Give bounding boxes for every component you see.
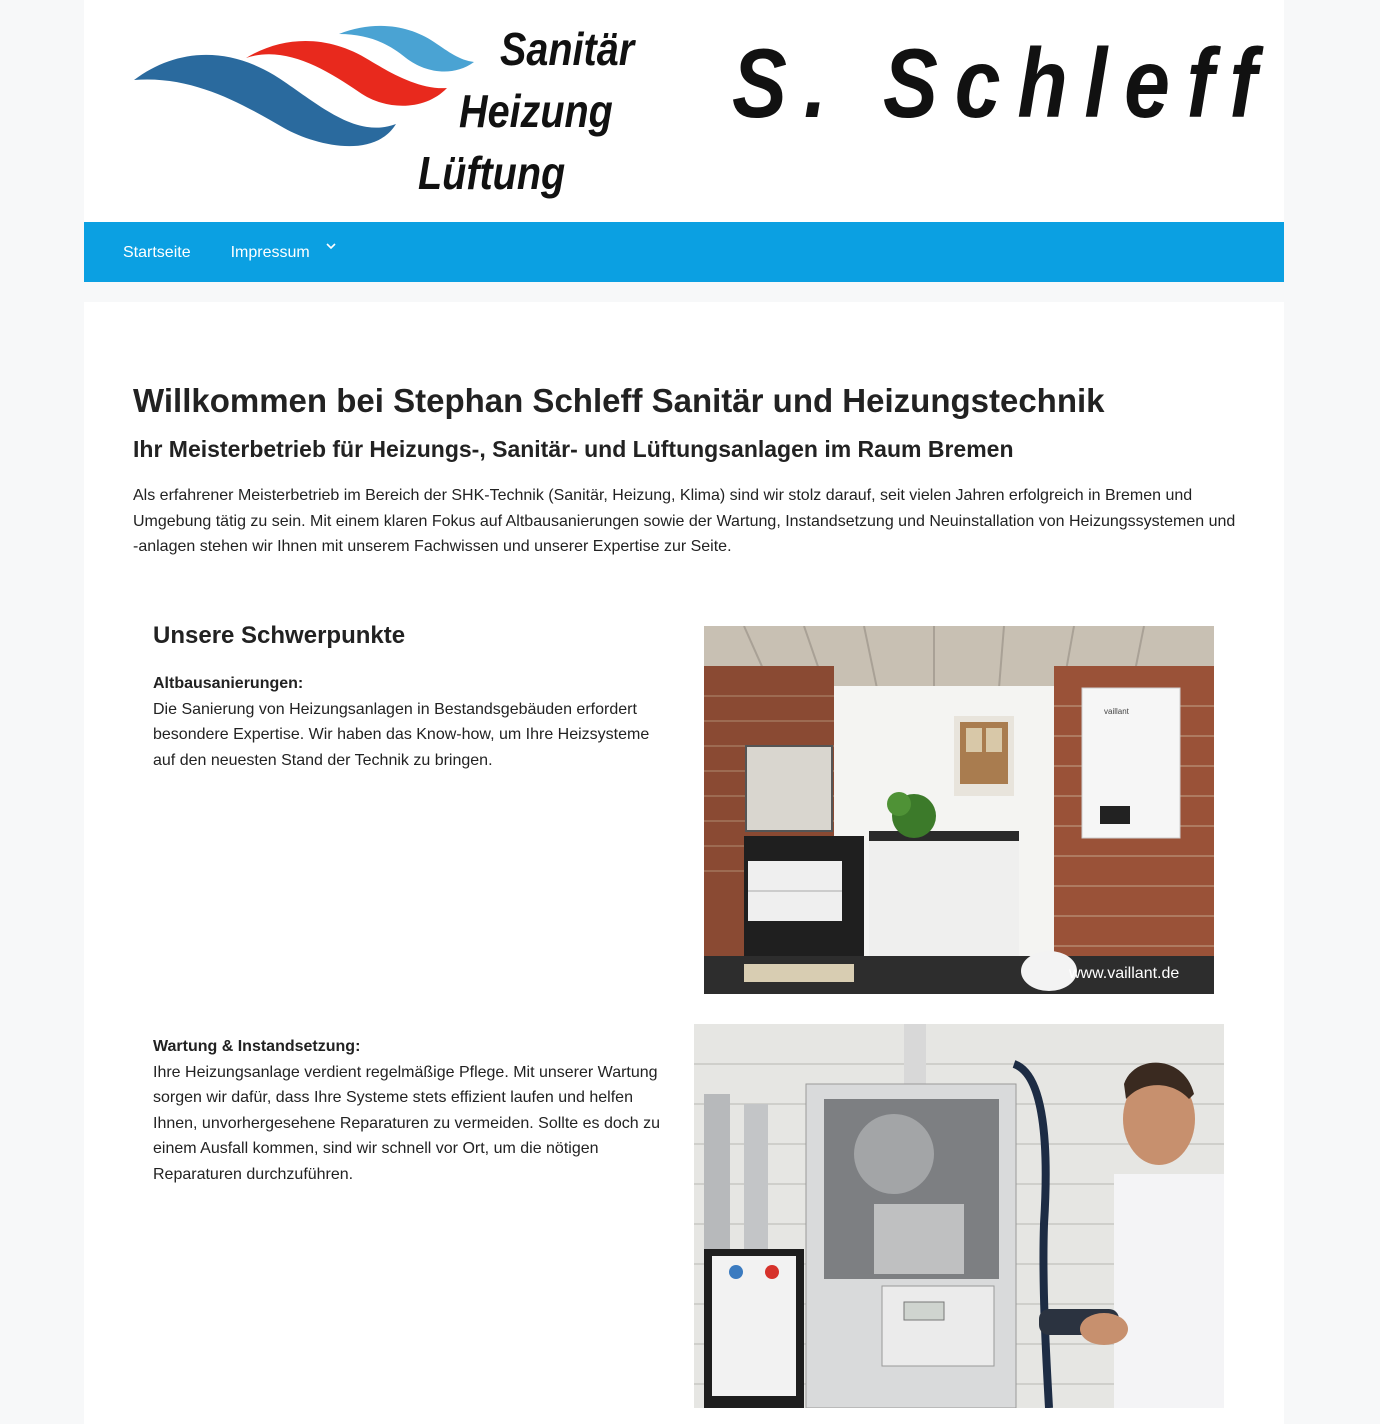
section-title: Unsere Schwerpunkte bbox=[153, 622, 406, 649]
focus-heading: Altbausanierungen: bbox=[153, 675, 304, 692]
logo-word-sanitaer: Sanitär bbox=[500, 23, 635, 75]
main-navigation bbox=[84, 222, 1284, 282]
nav-item-impressum[interactable] bbox=[211, 222, 359, 282]
logo-word-heizung: Heizung bbox=[459, 85, 613, 137]
brand-name[interactable]: S. Schleff bbox=[732, 28, 1274, 138]
focus-text: Die Sanierung von Heizungsanlagen in Bestandsgebäuden erfordert besondere Expertise. Wir haben das Know-how, um Ihre Heizsysteme auf den neuesten Stand der Technik zu bringen. bbox=[153, 700, 650, 769]
intro-paragraph: Als erfahrener Meisterbetrieb im Bereich der SHK-Technik (Sanitär, Heizung, Klima) sind wir stolz darauf, seit vielen Jahren erfolgreich in Bremen und Umgebung tätig zu sein. Mit einem klaren Fokus auf Altbausanierungen sowie der Wartung, Instandsetzung und Neuinstallation von Heizungssystemen und -anlagen stehen wir Ihnen mit unserem Fachwissen und unserer Expertise zur Seite. bbox=[133, 487, 1236, 556]
focus-heading: Wartung & Instandsetzung: bbox=[153, 1038, 361, 1055]
logo-word-lueftung: Lüftung bbox=[418, 147, 566, 199]
main-content bbox=[84, 302, 1284, 1424]
nav-item-label: Startseite bbox=[123, 244, 191, 261]
chevron-down-icon[interactable] bbox=[324, 239, 338, 253]
waves-logo-icon[interactable] bbox=[134, 20, 484, 160]
nav-item-label: Impressum bbox=[230, 244, 310, 261]
focus-block-altbau bbox=[153, 671, 663, 773]
technician-boiler-image bbox=[694, 1024, 1224, 1408]
svg-text:vaillant: vaillant bbox=[1104, 707, 1129, 716]
page-subtitle: Ihr Meisterbetrieb für Heizungs-, Sanitär- und Lüftungsanlagen im Raum Bremen bbox=[133, 436, 1014, 462]
site-container bbox=[84, 0, 1284, 1183]
focus-text: Ihre Heizungsanlage verdient regelmäßige Pflege. Mit unserer Wartung sorgen wir dafür, dass Ihre Systeme stets effizient laufen und helfen Ihnen, unvorhergesehene Reparaturen zu vermeiden. Sollte es doch zu einem Ausfall kommen, sind wir schnell vor Ort, um die nötigen Reparaturen durchzuführen. bbox=[153, 1063, 660, 1183]
site-header bbox=[84, 0, 1284, 222]
nav-item-startseite[interactable] bbox=[84, 222, 211, 282]
focus-block-wartung bbox=[153, 1034, 663, 1188]
page-title: Willkommen bei Stephan Schleff Sanitär und Heizungstechnik bbox=[133, 382, 1105, 419]
bathroom-boiler-image bbox=[704, 626, 1214, 994]
image-caption: www.vaillant.de bbox=[1069, 965, 1180, 982]
